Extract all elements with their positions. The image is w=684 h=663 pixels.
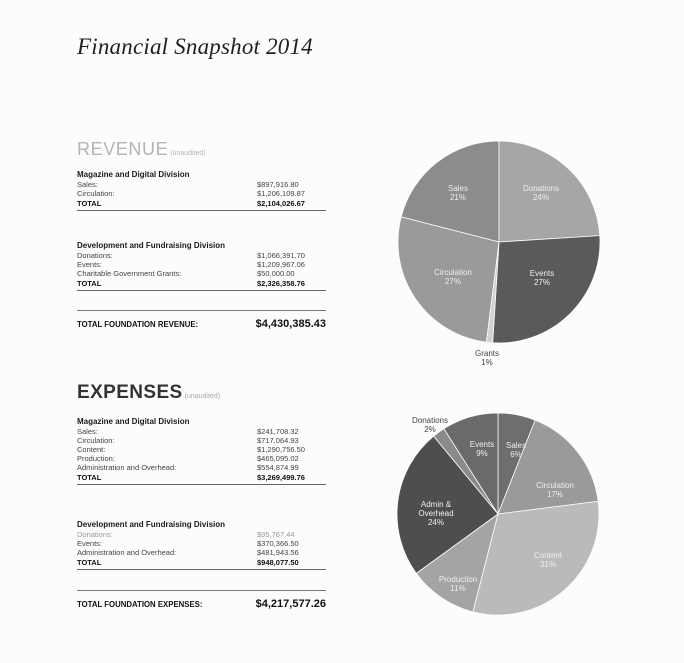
row-value: $241,708.32 <box>257 427 299 436</box>
pie-percent-sales: 6% <box>510 450 522 459</box>
pie-percent-sales: 21% <box>449 193 467 202</box>
total-value: $2,326,358.76 <box>257 279 305 288</box>
row-value: $481,943.56 <box>257 548 299 557</box>
expenses-magazine-title: Magazine and Digital Division <box>77 417 190 426</box>
row-label: Administration and Overhead: <box>77 548 177 557</box>
total-value: $3,269,499.76 <box>257 473 305 482</box>
row-label: Administration and Overhead: <box>77 463 177 472</box>
row-value: $1,206,109.87 <box>257 189 305 198</box>
row-label: Content: <box>77 445 106 454</box>
row-value: $465,095.02 <box>257 454 299 463</box>
pie-label-sales: Sales <box>505 441 527 450</box>
row-label: Circulation: <box>77 189 115 198</box>
row-value: $897,916.80 <box>257 180 299 189</box>
expenses-heading-label: EXPENSES <box>77 382 183 403</box>
pie-percent-donations: 2% <box>424 425 436 434</box>
total-value: $2,104,026.67 <box>257 199 305 208</box>
pie-percent-circulation: 17% <box>546 490 564 499</box>
revenue-heading-label: REVENUE <box>77 139 169 159</box>
pie-percent-production: 11% <box>450 584 466 593</box>
foundation-expenses-value: $4,217,577.26 <box>255 598 326 610</box>
row-label: Events: <box>77 539 103 548</box>
row-value: $370,366.50 <box>257 539 299 548</box>
pie-percent-events: 9% <box>476 449 488 458</box>
row-label: Charitable Government Grants: <box>77 269 182 278</box>
total-label: TOTAL <box>77 199 102 208</box>
expenses-unaudited-note: (unaudited) <box>184 393 221 400</box>
pie-label-production: Production <box>438 575 478 584</box>
pie-percent-grants: 1% <box>481 358 493 367</box>
pie-percent-admin-overhead: 24% <box>427 518 445 527</box>
pie-percent-donations: 24% <box>532 193 550 202</box>
pie-percent-circulation: 27% <box>444 277 462 286</box>
revenue-development-title: Development and Fundraising Division <box>77 241 226 250</box>
pie-label-circulation: Circulation <box>434 268 472 277</box>
foundation-revenue-label: TOTAL FOUNDATION REVENUE: <box>77 320 199 329</box>
total-label: TOTAL <box>77 279 102 288</box>
row-label: Circulation: <box>77 436 115 445</box>
pie-percent-events: 27% <box>533 278 551 287</box>
total-label: TOTAL <box>77 473 102 482</box>
pie-label-circulation: Circulation <box>536 481 574 490</box>
page-title: Financial Snapshot 2014 <box>77 34 313 59</box>
pie-label-content: Content <box>533 551 563 560</box>
row-value: $1,209,967.06 <box>257 260 305 269</box>
row-value: $95,767.44 <box>257 530 295 539</box>
expenses-development-title: Development and Fundraising Division <box>77 520 226 529</box>
pie-label-events: Events <box>469 440 495 449</box>
row-label: Donations: <box>77 251 113 260</box>
row-value: $1,066,391.70 <box>257 251 305 260</box>
pie-label-donations: Donations <box>411 416 449 425</box>
pie-label-donations: Donations <box>522 184 560 193</box>
pie-label-events: Events <box>529 269 555 278</box>
row-value: $717,064.93 <box>257 436 299 445</box>
revenue-magazine-title: Magazine and Digital Division <box>77 170 190 179</box>
total-label: TOTAL <box>77 558 102 567</box>
pie-label-admin-overhead: Admin & Overhead <box>418 500 454 518</box>
pie-label-sales: Sales <box>447 184 469 193</box>
row-label: Donations: <box>77 530 113 539</box>
row-value: $554,874.99 <box>257 463 299 472</box>
pie-percent-content: 31% <box>539 560 557 569</box>
row-value: $1,290,756.50 <box>257 445 305 454</box>
revenue-unaudited-note: (unaudited) <box>170 150 206 157</box>
pie-label-grants: Grants <box>474 349 500 358</box>
total-value: $948,077.50 <box>257 558 299 567</box>
row-label: Sales: <box>77 427 98 436</box>
foundation-expenses-label: TOTAL FOUNDATION EXPENSES: <box>77 600 203 609</box>
row-label: Sales: <box>77 180 98 189</box>
row-label: Events: <box>77 260 103 269</box>
row-value: $50,000.00 <box>257 269 295 278</box>
row-label: Production: <box>77 454 115 463</box>
foundation-revenue-value: $4,430,385.43 <box>255 318 326 330</box>
